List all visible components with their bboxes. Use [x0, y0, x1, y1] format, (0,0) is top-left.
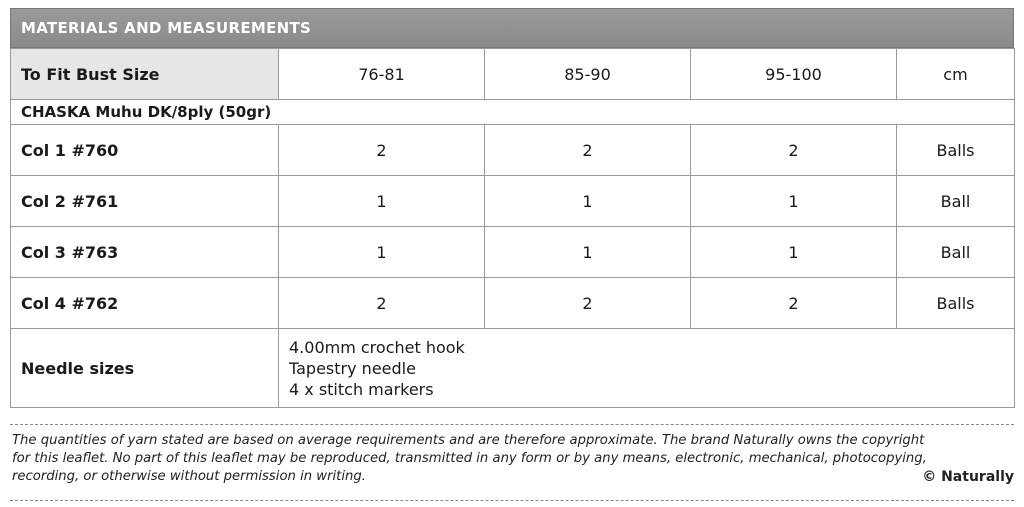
quantity-cell: 1 — [691, 227, 897, 278]
unit-cell: Ball — [897, 176, 1015, 227]
quantity-cell: 1 — [691, 176, 897, 227]
table-row — [11, 125, 1015, 176]
quantity-cell: 1 — [279, 227, 485, 278]
needle-list — [279, 329, 1015, 408]
table-row — [11, 227, 1015, 278]
size-cell: 85-90 — [485, 49, 691, 100]
quantity-cell: 2 — [279, 278, 485, 329]
colour-label: Col 1 #760 — [11, 125, 279, 176]
divider — [10, 500, 1014, 501]
size-cell: 76-81 — [279, 49, 485, 100]
quantity-cell: 2 — [485, 278, 691, 329]
section-header — [10, 8, 1014, 48]
unit-cell: cm — [897, 49, 1015, 100]
table-row — [11, 329, 1015, 408]
unit-cell: Ball — [897, 227, 1015, 278]
copyright-note — [12, 432, 1014, 486]
footer-line: The quantities of yarn stated are based on average requirements and are therefore approximate. The brand Naturally owns the copyright — [12, 433, 925, 448]
quantity-cell: 2 — [485, 125, 691, 176]
section-title: MATERIALS AND MEASUREMENTS — [21, 19, 312, 37]
quantity-cell: 1 — [279, 176, 485, 227]
unit-cell: Balls — [897, 278, 1015, 329]
needle-item: Tapestry needle — [289, 358, 416, 378]
colour-label: Col 4 #762 — [11, 278, 279, 329]
quantity-cell: 1 — [485, 176, 691, 227]
quantity-cell: 2 — [691, 278, 897, 329]
colour-label: Col 2 #761 — [11, 176, 279, 227]
needle-item: 4.00mm crochet hook — [289, 337, 465, 357]
colour-label: Col 3 #763 — [11, 227, 279, 278]
bust-size-label: To Fit Bust Size — [11, 49, 279, 100]
quantity-cell: 1 — [485, 227, 691, 278]
materials-sheet — [10, 8, 1014, 408]
needle-item: 4 x stitch markers — [289, 379, 434, 399]
footer-line: recording, or otherwise without permission in writing. — [12, 469, 366, 484]
divider — [10, 424, 1014, 425]
table-row — [11, 100, 1015, 125]
size-cell: 95-100 — [691, 49, 897, 100]
materials-table — [10, 48, 1015, 408]
table-row — [11, 49, 1015, 100]
quantity-cell: 2 — [691, 125, 897, 176]
yarn-label: CHASKA Muhu DK/8ply (50gr) — [11, 100, 1015, 125]
unit-cell: Balls — [897, 125, 1015, 176]
copyright-credit: © Naturally — [922, 469, 1014, 485]
table-row — [11, 278, 1015, 329]
table-row — [11, 176, 1015, 227]
footer-line: for this leaflet. No part of this leaflet may be reproduced, transmitted in any form or by any means, electronic, mechanical, photocopying, — [12, 451, 927, 466]
quantity-cell: 2 — [279, 125, 485, 176]
needle-sizes-label: Needle sizes — [11, 329, 279, 408]
